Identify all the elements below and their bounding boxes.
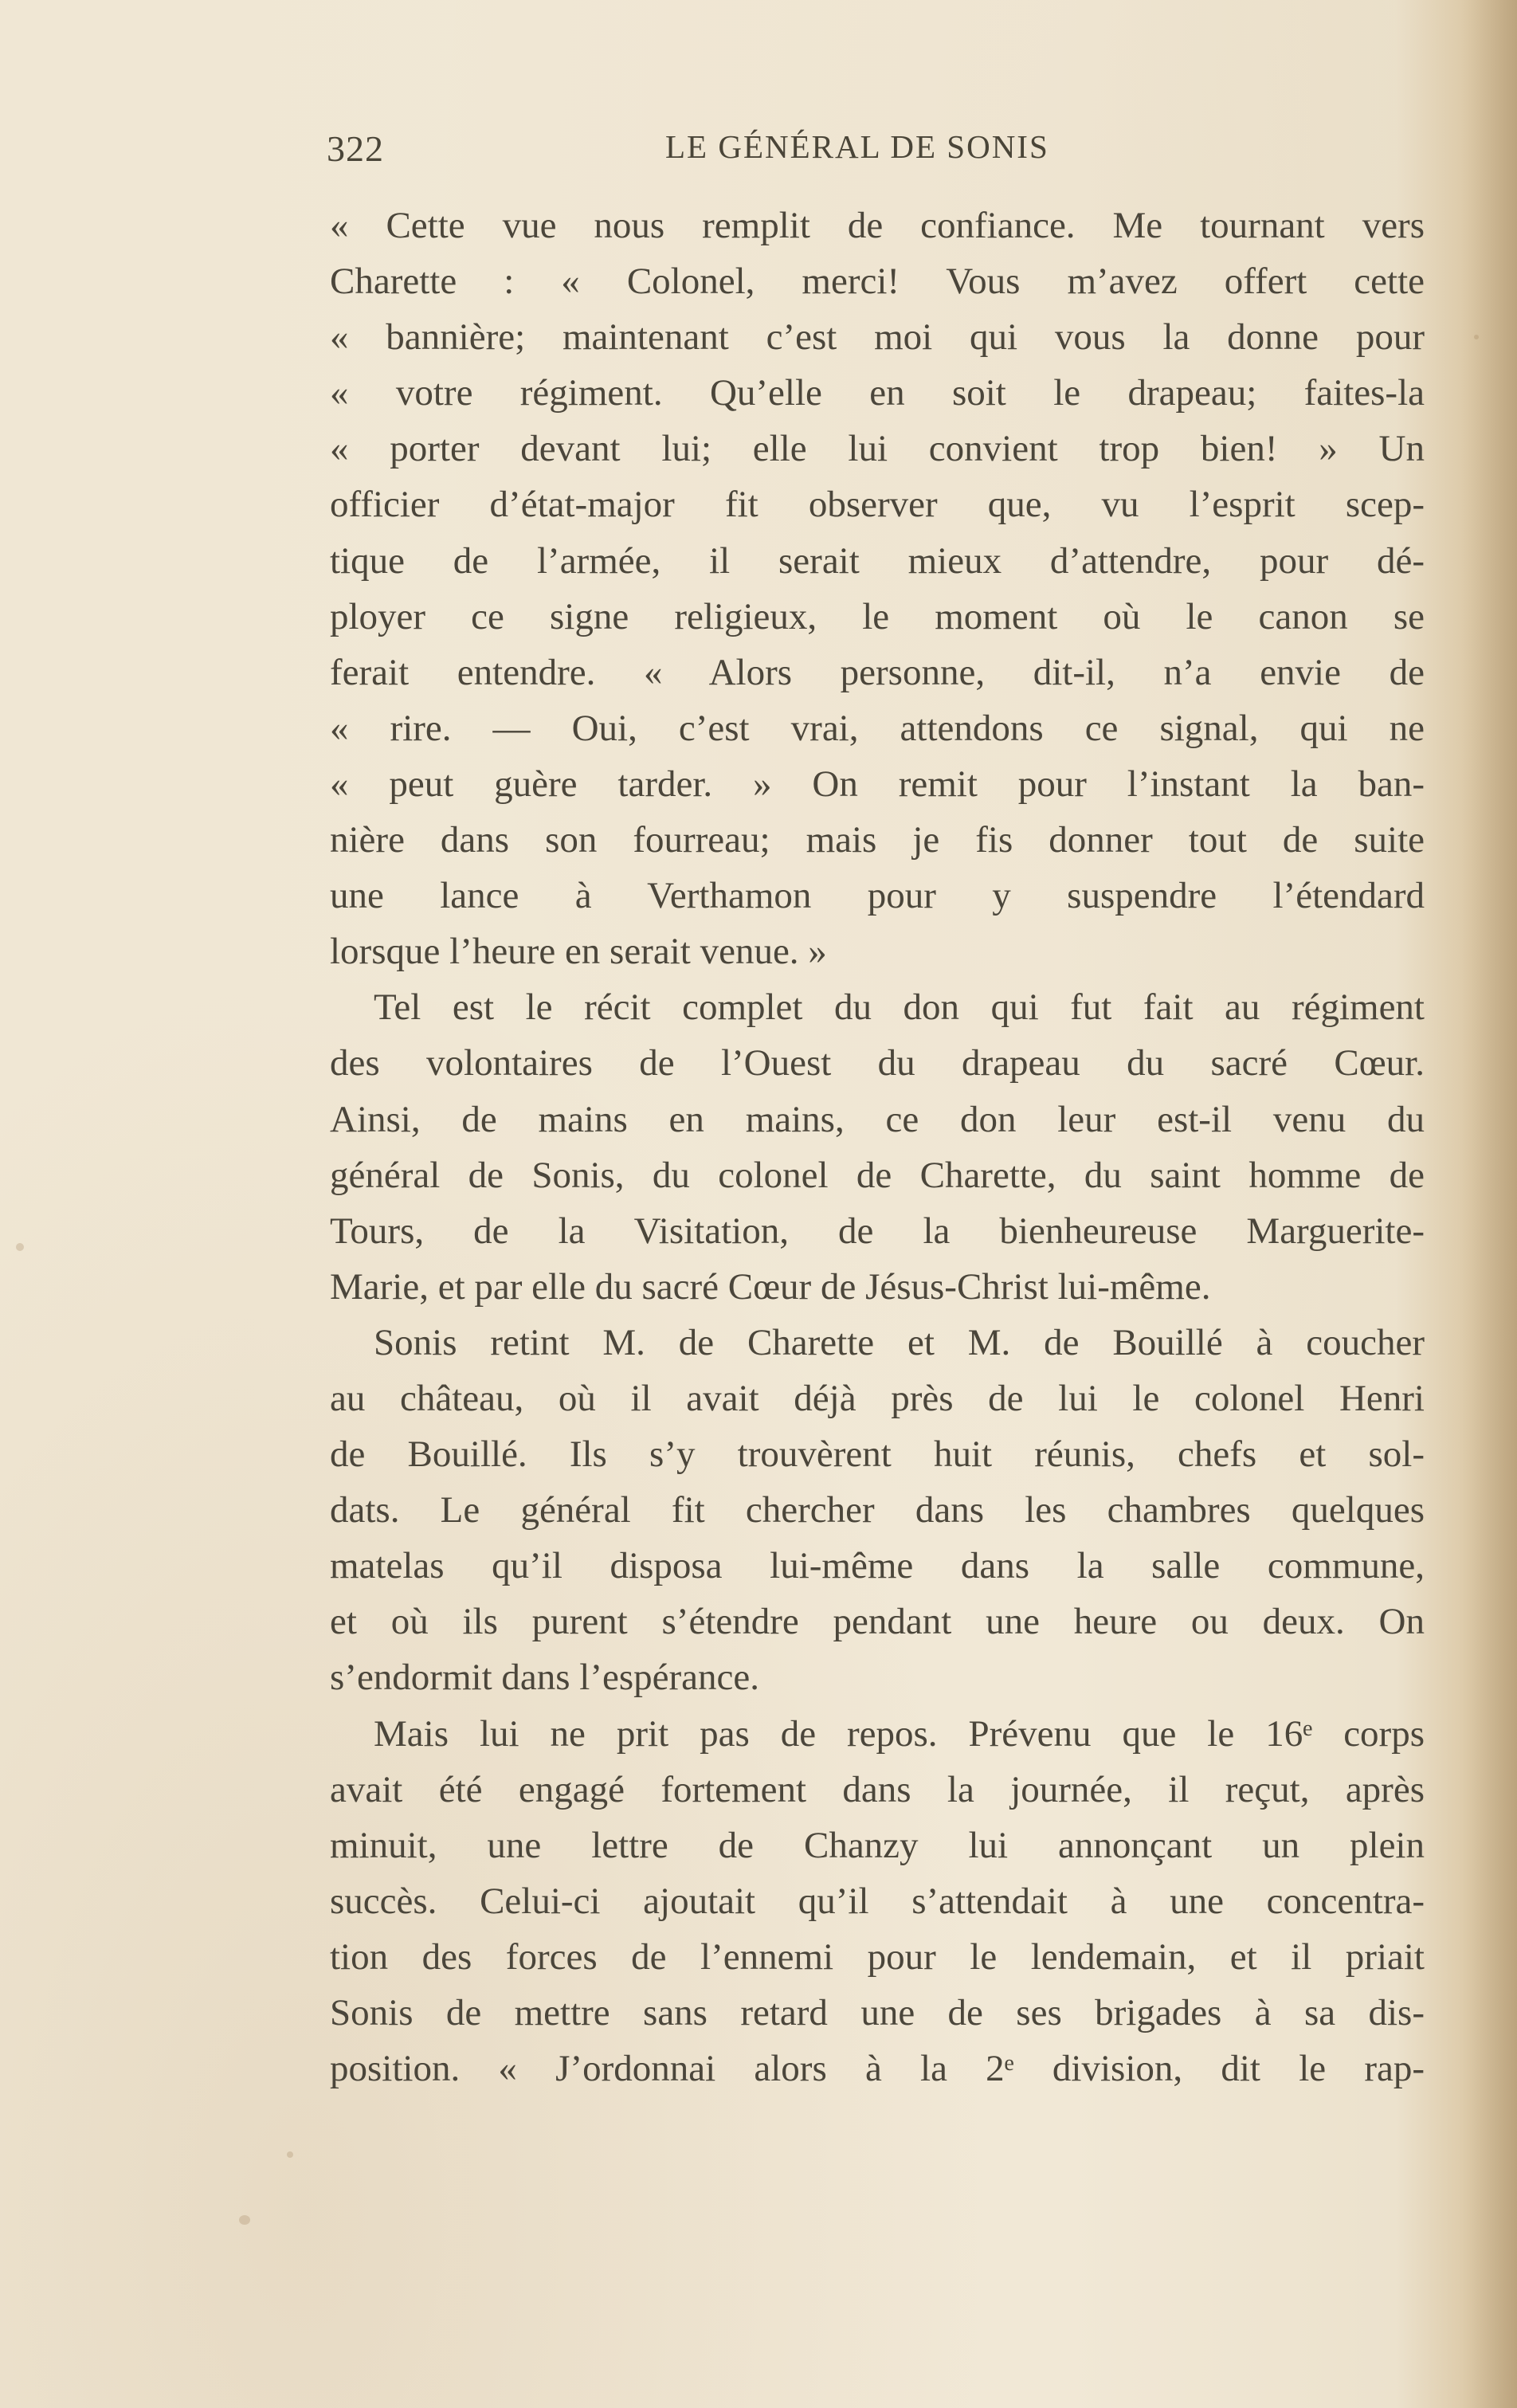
text-line: officier d’état-major fit observer que, vu l’esprit scep- — [330, 484, 1425, 526]
body-text — [330, 198, 1425, 2096]
text-line: des volontaires de l’Ouest du drapeau du sacré Cœur. — [330, 1042, 1425, 1084]
text-line: général de Sonis, du colonel de Charette, du saint homme de — [330, 1154, 1425, 1196]
text-line: minuit, une lettre de Chanzy lui annonçant un plein — [330, 1824, 1425, 1866]
text-line: « bannière; maintenant c’est moi qui vous la donne pour — [330, 316, 1425, 359]
page-edge-shadow — [1461, 0, 1517, 2408]
paper-speck — [1474, 335, 1479, 339]
text-line: position. « J’ordonnai alors à la 2ᵉ division, dit le rap- — [330, 2048, 1425, 2090]
text-line: dats. Le général fit chercher dans les chambres quelques — [330, 1489, 1425, 1531]
text-line: Charette : « Colonel, merci! Vous m’avez offert cette — [330, 261, 1425, 303]
text-line: une lance à Verthamon pour y suspendre l’étendard — [330, 875, 1425, 917]
text-line: de Bouillé. Ils s’y trouvèrent huit réunis, chefs et sol- — [330, 1433, 1425, 1476]
text-line: Sonis de mettre sans retard une de ses brigades à sa dis- — [330, 1992, 1425, 2033]
paper-speck — [239, 2215, 250, 2225]
paper-speck — [287, 2151, 293, 2158]
running-title: LE GÉNÉRAL DE SONIS — [665, 128, 1049, 165]
text-line: Tours, de la Visitation, de la bienheureuse Marguerite- — [330, 1210, 1425, 1252]
text-line: ployer ce signe religieux, le moment où le canon se — [330, 595, 1425, 637]
text-line: tion des forces de l’ennemi pour le lendemain, et il priait — [330, 1935, 1425, 1978]
text-line: tique de l’armée, il serait mieux d’attendre, pour dé- — [330, 539, 1425, 582]
text-line: « votre régiment. Qu’elle en soit le drapeau; faites-la — [330, 372, 1425, 414]
text-line: Ainsi, de mains en mains, ce don leur est-il venu du — [330, 1098, 1425, 1140]
text-line: « rire. — Oui, c’est vrai, attendons ce signal, qui ne — [330, 707, 1425, 749]
text-line: « peut guère tarder. » On remit pour l’instant la ban- — [330, 763, 1425, 805]
text-line: matelas qu’il disposa lui-même dans la salle commune, — [330, 1545, 1425, 1587]
text-line: nière dans son fourreau; mais je fis donner tout de suite — [330, 819, 1425, 861]
text-line: « Cette vue nous remplit de confiance. Me tournant vers — [330, 205, 1425, 246]
text-line: et où ils purent s’étendre pendant une heure ou deux. On — [330, 1601, 1425, 1643]
paragraph-first-line: Mais lui ne prit pas de repos. Prévenu que le 16ᵉ corps — [374, 1712, 1425, 1755]
page-number: 322 — [327, 128, 384, 169]
text-line: succès. Celui-ci ajoutait qu’il s’attendait à une concentra- — [330, 1880, 1425, 1922]
page-header — [327, 120, 1426, 175]
text-line: « porter devant lui; elle lui convient trop bien! » Un — [330, 428, 1425, 470]
paragraph-first-line: Sonis retint M. de Charette et M. de Bouillé à coucher — [374, 1321, 1425, 1363]
text-line: avait été engagé fortement dans la journée, il reçut, après — [330, 1768, 1425, 1810]
paper-speck — [16, 1243, 24, 1251]
text-line: lorsque l’heure en serait venue. » — [330, 931, 827, 973]
text-line: s’endormit dans l’espérance. — [330, 1657, 759, 1699]
paragraph-first-line: Tel est le récit complet du don qui fut fait au régiment — [374, 986, 1425, 1029]
text-line: Marie, et par elle du sacré Cœur de Jésus-Christ lui-même. — [330, 1265, 1211, 1308]
text-line: au château, où il avait déjà près de lui le colonel Henri — [330, 1377, 1425, 1419]
text-line: ferait entendre. « Alors personne, dit-il, n’a envie de — [330, 651, 1425, 693]
